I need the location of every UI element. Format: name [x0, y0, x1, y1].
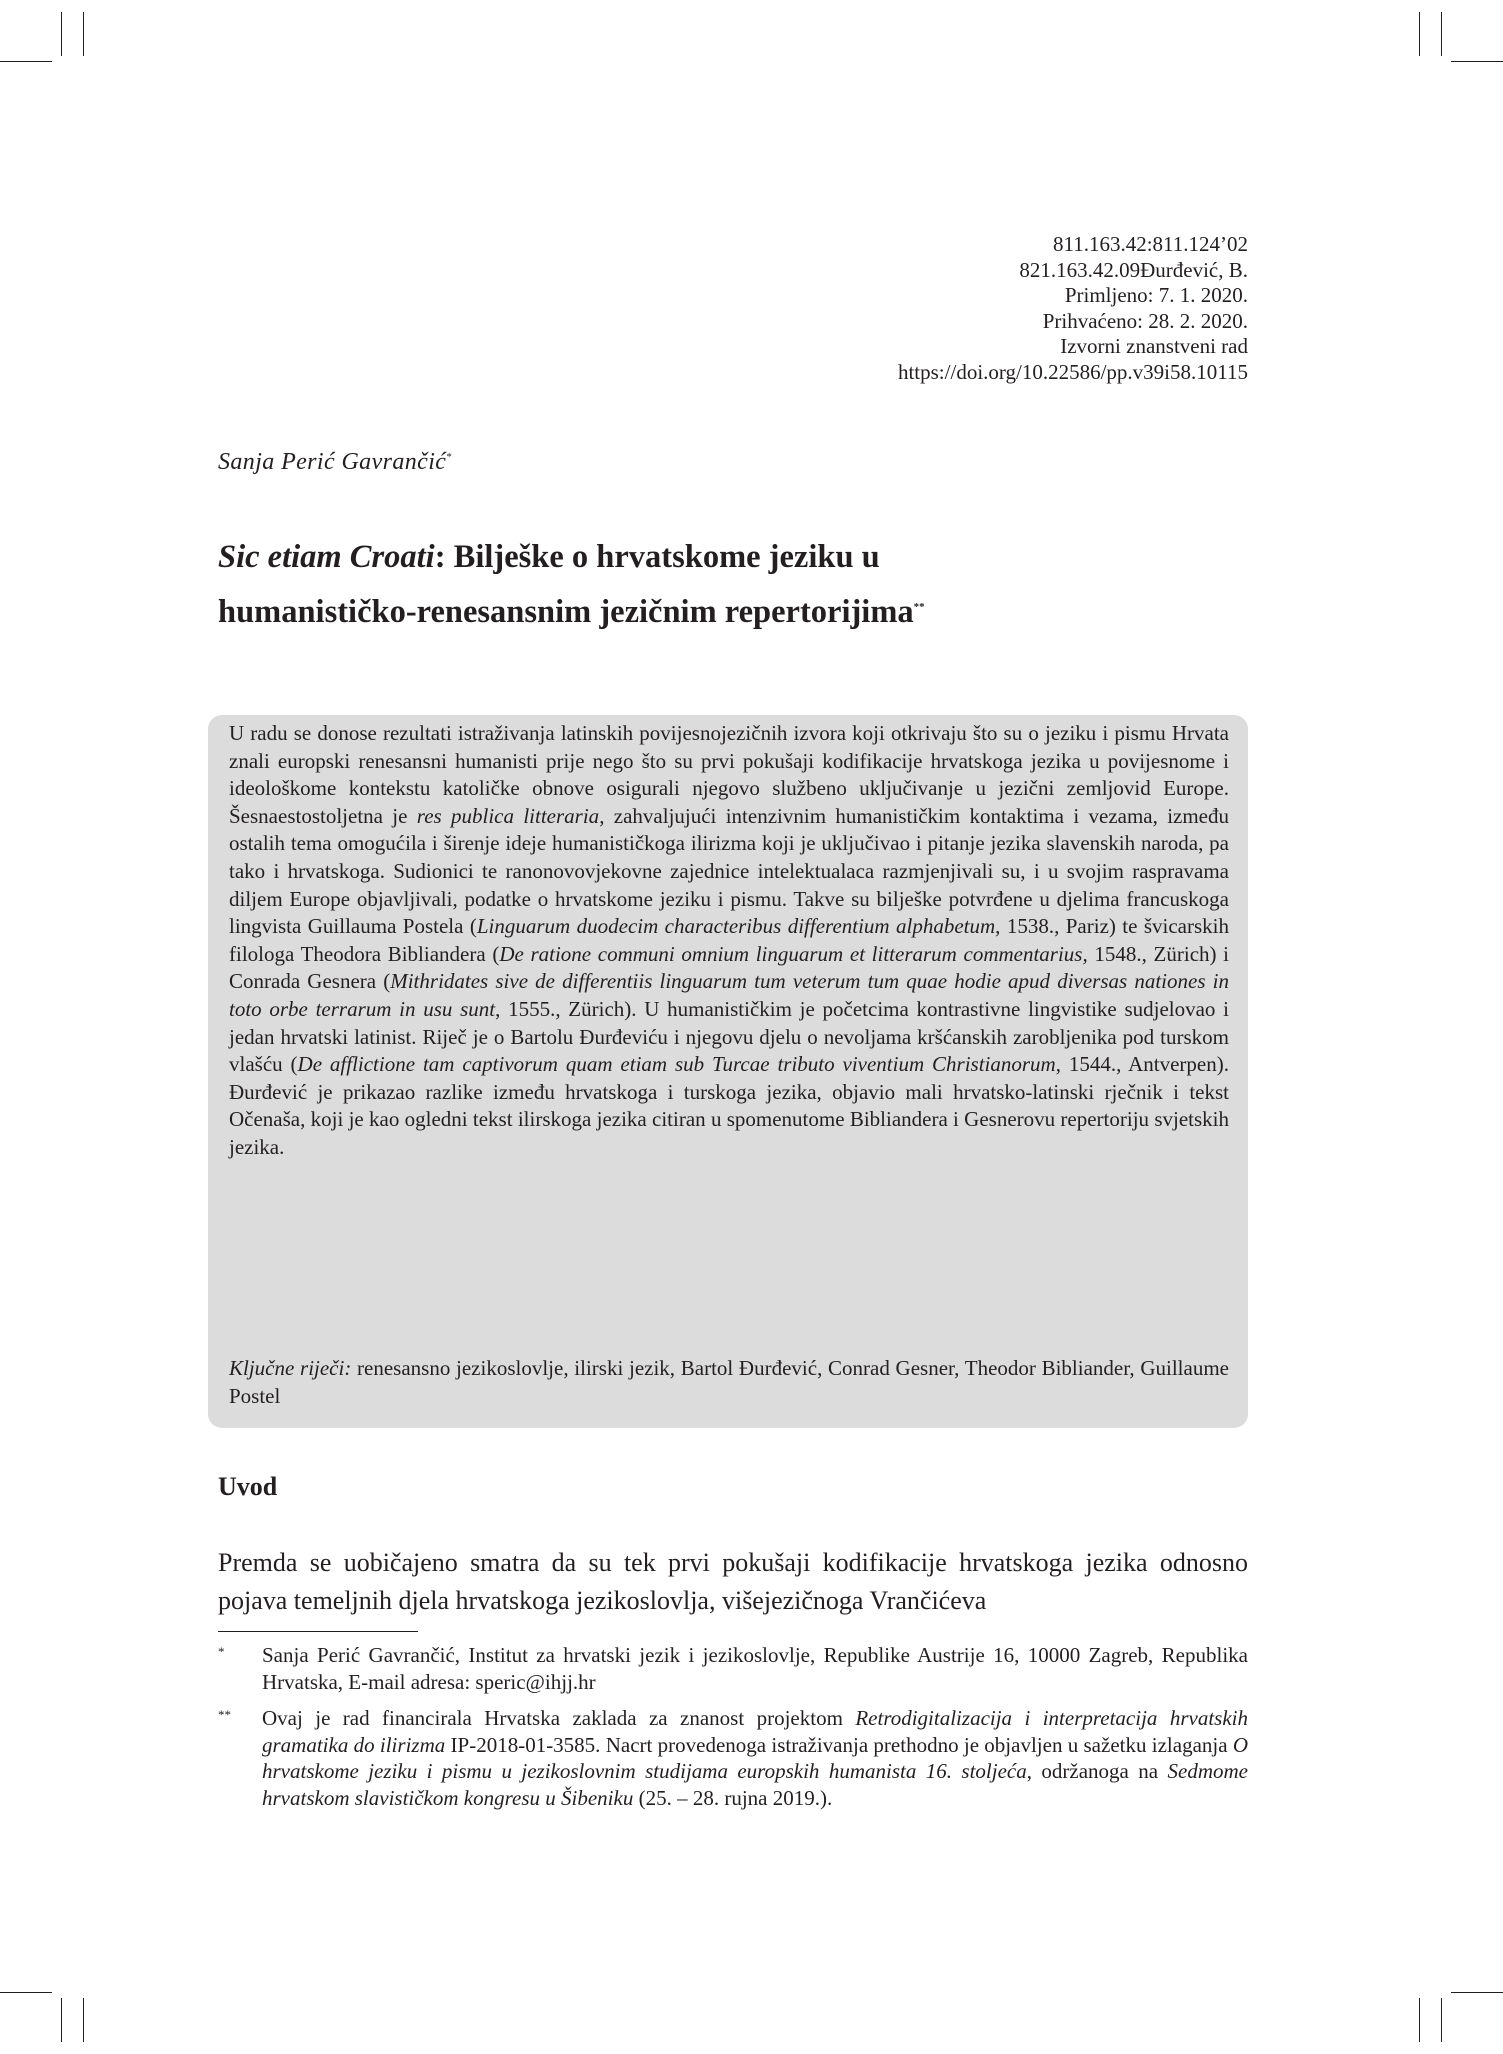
- footnote-italic-run: O hrvatskome jeziku i pismu u jezikoslovnim studijama europskih humanista 16. stoljeća: [262, 1732, 1248, 1783]
- keywords-label: Ključne riječi:: [229, 1356, 352, 1380]
- abstract-italic-run: res publica litteraria: [416, 803, 600, 828]
- footnote-rule: [218, 1631, 418, 1632]
- crop-mark: [0, 61, 52, 62]
- abstract-italic-run: De afflictione tam captivorum quam etiam sub Turcae tributo viventium Christianorum: [297, 1052, 1056, 1077]
- footnote-1-mark: *: [218, 1644, 225, 1659]
- crop-mark: [83, 12, 84, 56]
- title-line-1: : Bilješke o hrvatskome jeziku u: [434, 539, 880, 575]
- crop-mark: [1451, 61, 1503, 62]
- footnote-2-mark: **: [218, 1707, 231, 1722]
- crop-mark: [61, 1998, 62, 2042]
- crop-mark: [1441, 1998, 1442, 2042]
- footnote-run: IP-2018-01-3585. Nacrt provedenoga istraživanja prethodno je objavljen u sažetku izlaganja: [445, 1732, 1233, 1757]
- footnote-2: [218, 1705, 1248, 1811]
- section-heading: Uvod: [218, 1472, 278, 1501]
- paper-type: Izvorni znanstveni rad: [1060, 334, 1248, 358]
- udc-code-1: 811.163.42:811.124’02: [1052, 232, 1248, 256]
- abstract-run: , 1544., Antverpen). Đurđević je prikazao razlike između hrvatskoga i turskoga jezika, objavio mali hrvatsko-latinski rječnik i tekst Očenaša, koji je kao ogledni tekst ilirskoga jezika citiran u spomenutome Bibliandera i Gesnerovu repertoriju svjetskih jezika.: [229, 1052, 1229, 1159]
- footnote-run: Ovaj je rad financirala Hrvatska zaklada za znanost projektom: [262, 1706, 856, 1730]
- abstract-run: 1548., Zürich) i Conrada Gesnera (: [229, 941, 1229, 994]
- article-title: [218, 532, 1258, 637]
- title-footnote-mark[interactable]: **: [913, 601, 925, 613]
- footnote-1-text: Sanja Perić Gavrančić, Institut za hrvatski jezik i jezikoslovlje, Republike Austrije 16, 10000 Zagreb, Republika Hrvatska, E-mail adresa: speric@ihjj.hr: [262, 1643, 1248, 1694]
- abstract-box: [208, 715, 1248, 1428]
- crop-mark: [61, 12, 62, 56]
- abstract-italic-run: Linguarum duodecim characteribus differentium alphabetum: [476, 914, 996, 939]
- abstract-italic-run: De ratione communi omnium linguarum et litterarum commentarius,: [499, 941, 1088, 966]
- received-date: Primljeno: 7. 1. 2020.: [1064, 283, 1248, 307]
- footnote-2-text: [262, 1705, 1248, 1811]
- abstract-italic-run: Mithridates sive de differentiis linguarum tum veterum tum quae hodie apud diversas nationes in toto orbe terrarum in usu sunt: [229, 969, 1229, 1021]
- title-line-2: humanističko-renesansnim jezičnim repertorijima: [218, 593, 914, 630]
- crop-mark: [1419, 1998, 1420, 2042]
- article-metadata: [898, 232, 1248, 385]
- crop-mark: [0, 1992, 52, 1993]
- footnote-1: [218, 1642, 1248, 1695]
- abstract-run: U radu se donose rezultati istraživanja latinskih povijesnojezičnih izvora koji otkrivaju što su o jeziku i pismu Hrvata znali europski renesansni humanisti prije nego što su prvi pokušaji kodifikacije hrvatskoga jezika u povijesnome i ideološkome kontekstu katoličke obnove osigurali njegovo službeno uključivanje u jezični zemljovid Europe. Šesnaestostoljetna je: [229, 721, 1229, 828]
- doi-link[interactable]: https://doi.org/10.22586/pp.v39i58.10115: [897, 359, 1248, 384]
- abstract-text: [229, 720, 1229, 1162]
- crop-mark: [1419, 12, 1420, 56]
- accepted-date: Prihvaćeno: 28. 2. 2020.: [1042, 308, 1248, 333]
- footnote-italic-run: Retrodigitalizacija i interpretacija hrvatskih gramatika do ilirizma: [262, 1706, 1248, 1757]
- footnote-run: (25. – 28. rujna 2019.).: [633, 1785, 833, 1810]
- author-footnote-mark[interactable]: *: [446, 451, 453, 463]
- crop-mark: [1451, 1992, 1503, 1993]
- crop-mark: [83, 1998, 84, 2042]
- footnote-run: , održanoga na: [1026, 1759, 1168, 1783]
- abstract-run: , zahvaljujući intenzivnim humanističkim kontaktima i vezama, između ostalih tema omogućila i širenje ideje humanističkoga ilirizma koji je uključivao i pitanje jezika slavenskih naroda, pa tako i hrvatskoga. Sudionici te ranonovovjekovne zajednice intelektualaca razmjenjivali su, i u svojim raspravama diljem Europe objavljivali, podatke o hrvatskome jeziku i pismu. Takve su bilješke potvrđene u djelima francuskoga lingvista Guillauma Postela (: [229, 803, 1230, 939]
- abstract-run: , 1538., Pariz) te švicarskih filologa Theodora Bibliandera (: [229, 914, 1229, 966]
- keywords: [229, 1355, 1229, 1410]
- title-italic-part: Sic etiam Croati: [218, 539, 435, 575]
- author-name: [218, 449, 452, 476]
- section-body: Premda se uobičajeno smatra da su tek prvi pokušaji kodifikacije hrvatskoga jezika odnosno pojava temeljnih djela hrvatskoga jezikoslovlja, višejezičnoga Vrančićeva: [218, 1548, 1248, 1615]
- crop-mark: [1441, 12, 1442, 56]
- abstract-run: , 1555., Zürich). U humanističkim je početcima kontrastivne lingvistike sudjelovao i jedan hrvatski latinist. Riječ je o Bartolu Đurđeviću i njegovu djelu o nevoljama kršćanskih zarobljenika pod turskom vlašću (: [229, 996, 1229, 1077]
- keywords-text: renesansno jezikoslovlje, ilirski jezik, Bartol Đurđević, Conrad Gesner, Theodor Bibliander, Guillaume Postel: [229, 1356, 1229, 1408]
- footnote-italic-run: Sedmome hrvatskom slavističkom kongresu u Šibeniku: [262, 1759, 1248, 1810]
- author-name-text: Sanja Perić Gavrančić: [218, 449, 447, 475]
- udc-code-2: 821.163.42.09Đurđević, B.: [1019, 257, 1248, 282]
